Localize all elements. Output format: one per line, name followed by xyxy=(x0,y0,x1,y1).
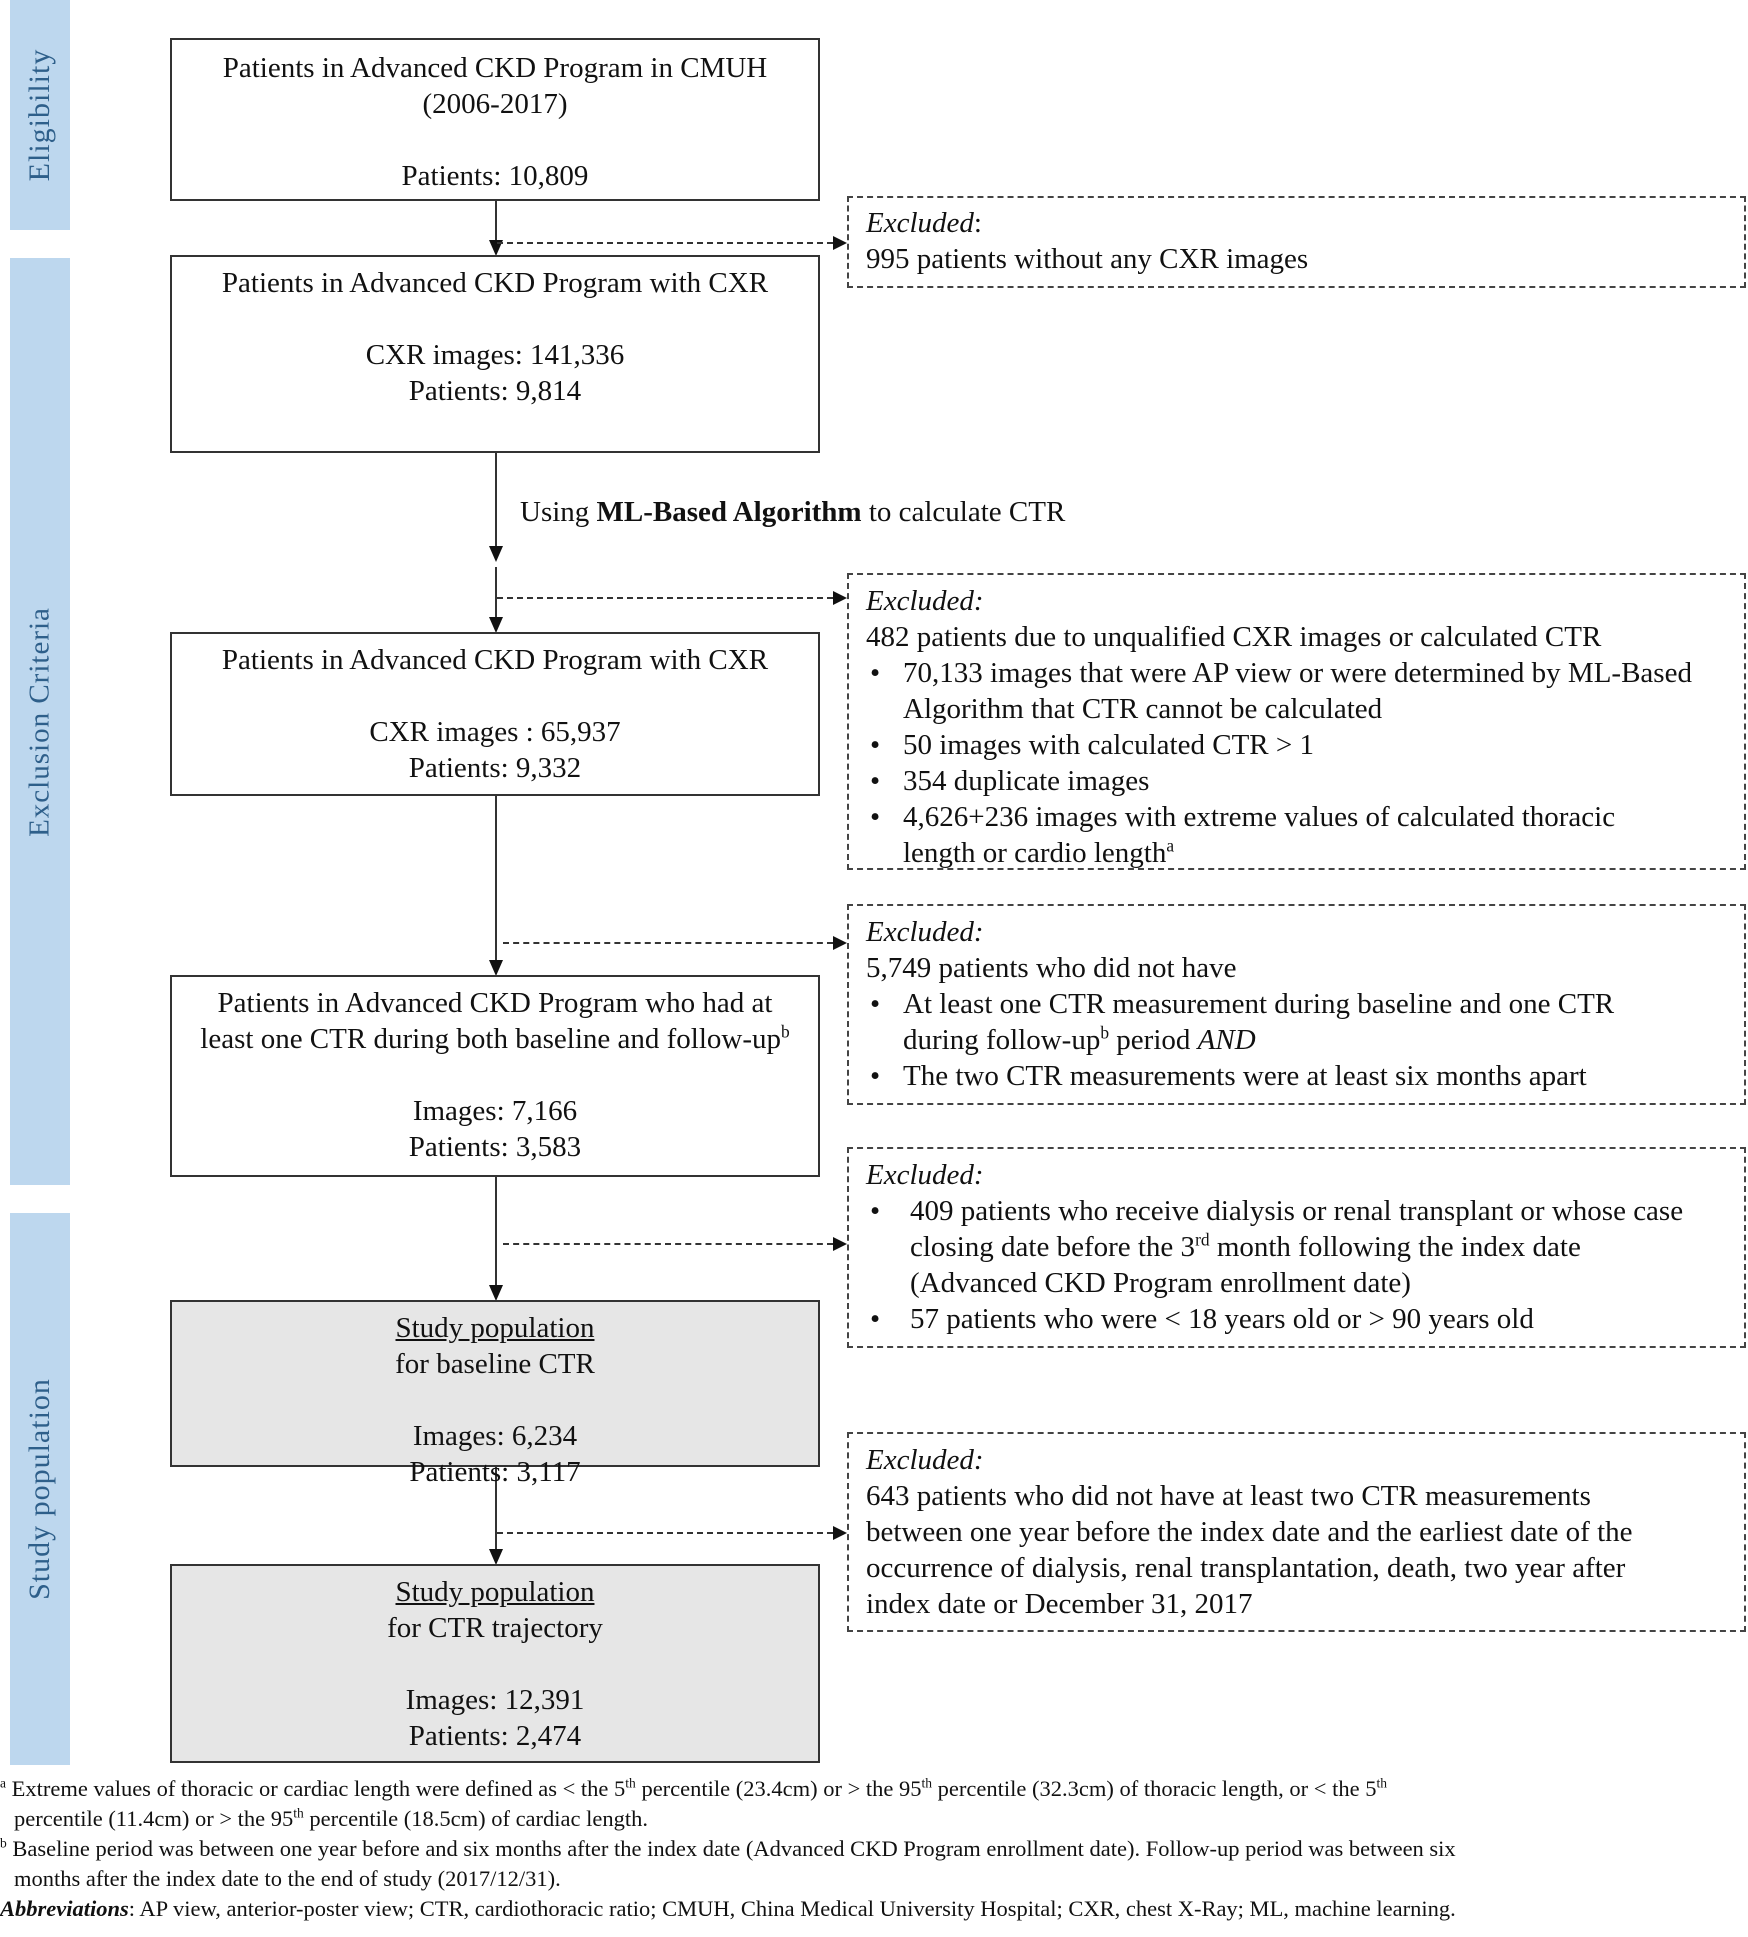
footnote-b: $^b$ Baseline period was between one year before and six months after the index date (Advanced CKD Program enrollment date). Follow-up period was between six xyxy=(0,1835,1456,1861)
ml-step-label: Using ML-Based Algorithm to calculate CTR xyxy=(520,496,1066,528)
excluded-heading: Excluded: xyxy=(866,1444,984,1476)
box-study-population-trajectory xyxy=(170,1564,820,1763)
excluded-line: 5,749 patients who did not have xyxy=(866,952,1237,984)
box-patients-baseline-followup xyxy=(170,975,820,1177)
excluded-line: occurrence of dialysis, renal transplantation, death, two year after xyxy=(866,1552,1626,1584)
box-subtitle: (2006-2017) xyxy=(422,88,568,120)
connector-line xyxy=(495,567,497,619)
box-patients-with-cxr xyxy=(170,255,820,453)
connector-line xyxy=(495,201,497,243)
patient-count: Patients: 2,474 xyxy=(408,1720,582,1752)
arrow-right-icon xyxy=(833,936,847,950)
excluded-box-insufficient-ctr xyxy=(847,1432,1746,1632)
excluded-bullet: • 57 patients who were < 18 years old or > 90 years old xyxy=(870,1303,1534,1335)
box-title: Patients in Advanced CKD Program in CMUH xyxy=(222,52,768,84)
image-count: Images: 12,391 xyxy=(405,1684,585,1716)
excluded-heading: Excluded: xyxy=(866,585,984,617)
excluded-box-no-followup xyxy=(847,904,1746,1105)
patient-count: Patients: 3,117 xyxy=(409,1456,581,1488)
excluded-heading: Excluded: xyxy=(866,1159,984,1191)
arrow-down-icon xyxy=(489,1285,503,1301)
box-patients-with-cxr-filtered xyxy=(170,632,820,796)
arrow-right-icon xyxy=(833,1526,847,1540)
band-label-exclusion: Exclusion Criteria xyxy=(23,606,56,837)
excluded-bullet: • 4,626+236 images with extreme values of calculated thoracic length or cardio length$^a$ xyxy=(870,801,1616,869)
footnotes xyxy=(0,1774,1748,1924)
dashed-connector xyxy=(497,597,833,599)
abbreviations: Abbreviations: AP view, anterior-poster view; CTR, cardiothoracic ratio; CMUH, China Medical University Hospital; CXR, chest X-Ray; ML, machine learning. xyxy=(0,1896,1456,1921)
band-exclusion-criteria xyxy=(10,258,70,1185)
connector-line xyxy=(495,1177,497,1285)
connector-line xyxy=(495,796,497,960)
band-eligibility xyxy=(10,0,70,230)
box-eligible-patients xyxy=(170,38,820,201)
band-label-eligibility: Eligibility xyxy=(23,48,56,182)
excluded-line: 995 patients without any CXR images xyxy=(866,243,1309,275)
box-title: Patients in Advanced CKD Program with CXR xyxy=(221,267,769,299)
box-title: Patients in Advanced CKD Program who had at xyxy=(217,987,773,1019)
footnote-a-cont: percentile (11.4cm) or > the 95th percentile (18.5cm) of cardiac length. xyxy=(14,1805,648,1831)
image-count: CXR images : 65,937 xyxy=(369,716,621,748)
dashed-connector xyxy=(503,942,833,944)
dashed-connector xyxy=(497,1532,833,1534)
patient-count: Patients: 9,814 xyxy=(408,375,582,407)
box-study-population-baseline xyxy=(170,1300,820,1488)
band-label-study: Study population xyxy=(23,1378,56,1600)
arrow-right-icon xyxy=(833,236,847,250)
excluded-box-unqualified-cxr xyxy=(847,573,1746,870)
excluded-line: index date or December 31, 2017 xyxy=(866,1588,1253,1620)
dashed-connector xyxy=(497,242,833,244)
excluded-box-dialysis-age xyxy=(847,1147,1746,1348)
excluded-line: 643 patients who did not have at least two CTR measurements xyxy=(866,1480,1591,1512)
excluded-line: between one year before the index date and the earliest date of the xyxy=(866,1516,1633,1548)
footnote-a: $^a$ Extreme values of thoracic or cardiac length were defined as < the 5th percentile (23.4cm) or > the 95th percentile (32.3cm) of thoracic length, or < the 5th xyxy=(0,1775,1387,1801)
excluded-bullet: • 354 duplicate images xyxy=(870,765,1150,797)
patient-count: Patients: 9,332 xyxy=(408,752,582,784)
image-count: Images: 7,166 xyxy=(412,1095,578,1127)
arrow-down-icon xyxy=(489,546,503,562)
excluded-bullet: • At least one CTR measurement during baseline and one CTR during follow-$up^b$ period AND xyxy=(870,988,1615,1056)
excluded-bullet: • 50 images with calculated CTR > 1 xyxy=(870,729,1314,761)
arrow-right-icon xyxy=(833,1237,847,1251)
connector-line xyxy=(495,453,497,549)
excluded-bullet: • 70,133 images that were AP view or were determined by ML-Based Algorithm that CTR cannot be calculated xyxy=(870,657,1692,725)
arrow-down-icon xyxy=(489,1549,503,1565)
box-subtitle: for CTR trajectory xyxy=(387,1612,603,1644)
box-title-line2: least one CTR during both baseline and follow-$up^b$ xyxy=(200,1021,790,1055)
excluded-bullet: • The two CTR measurements were at least six months apart xyxy=(870,1060,1587,1092)
excluded-box-no-cxr xyxy=(847,196,1746,288)
excluded-heading: Excluded: xyxy=(866,207,982,239)
dashed-connector xyxy=(503,1243,833,1245)
arrow-right-icon xyxy=(833,591,847,605)
footnote-b-cont: months after the index date to the end of study (2017/12/31). xyxy=(14,1866,561,1891)
patient-count: Patients: 3,583 xyxy=(408,1131,582,1163)
box-title: Study population xyxy=(395,1576,595,1608)
patient-count: Patients: 10,809 xyxy=(401,160,589,192)
image-count: Images: 6,234 xyxy=(412,1420,578,1452)
band-study-population xyxy=(10,1213,70,1765)
excluded-line: 482 patients due to unqualified CXR images or calculated CTR xyxy=(866,621,1602,653)
excluded-bullet: • 409 patients who receive dialysis or renal transplant or whose case closing date before the 3rd month following the index date (Advanced CKD Program enrollment date) xyxy=(870,1195,1684,1299)
box-title: Patients in Advanced CKD Program with CXR xyxy=(221,644,769,676)
excluded-heading: Excluded: xyxy=(866,916,984,948)
box-subtitle: for baseline CTR xyxy=(395,1348,595,1380)
image-count: CXR images: 141,336 xyxy=(365,339,625,371)
box-title: Study population xyxy=(395,1312,595,1344)
arrow-down-icon xyxy=(489,617,503,633)
arrow-down-icon xyxy=(489,960,503,976)
